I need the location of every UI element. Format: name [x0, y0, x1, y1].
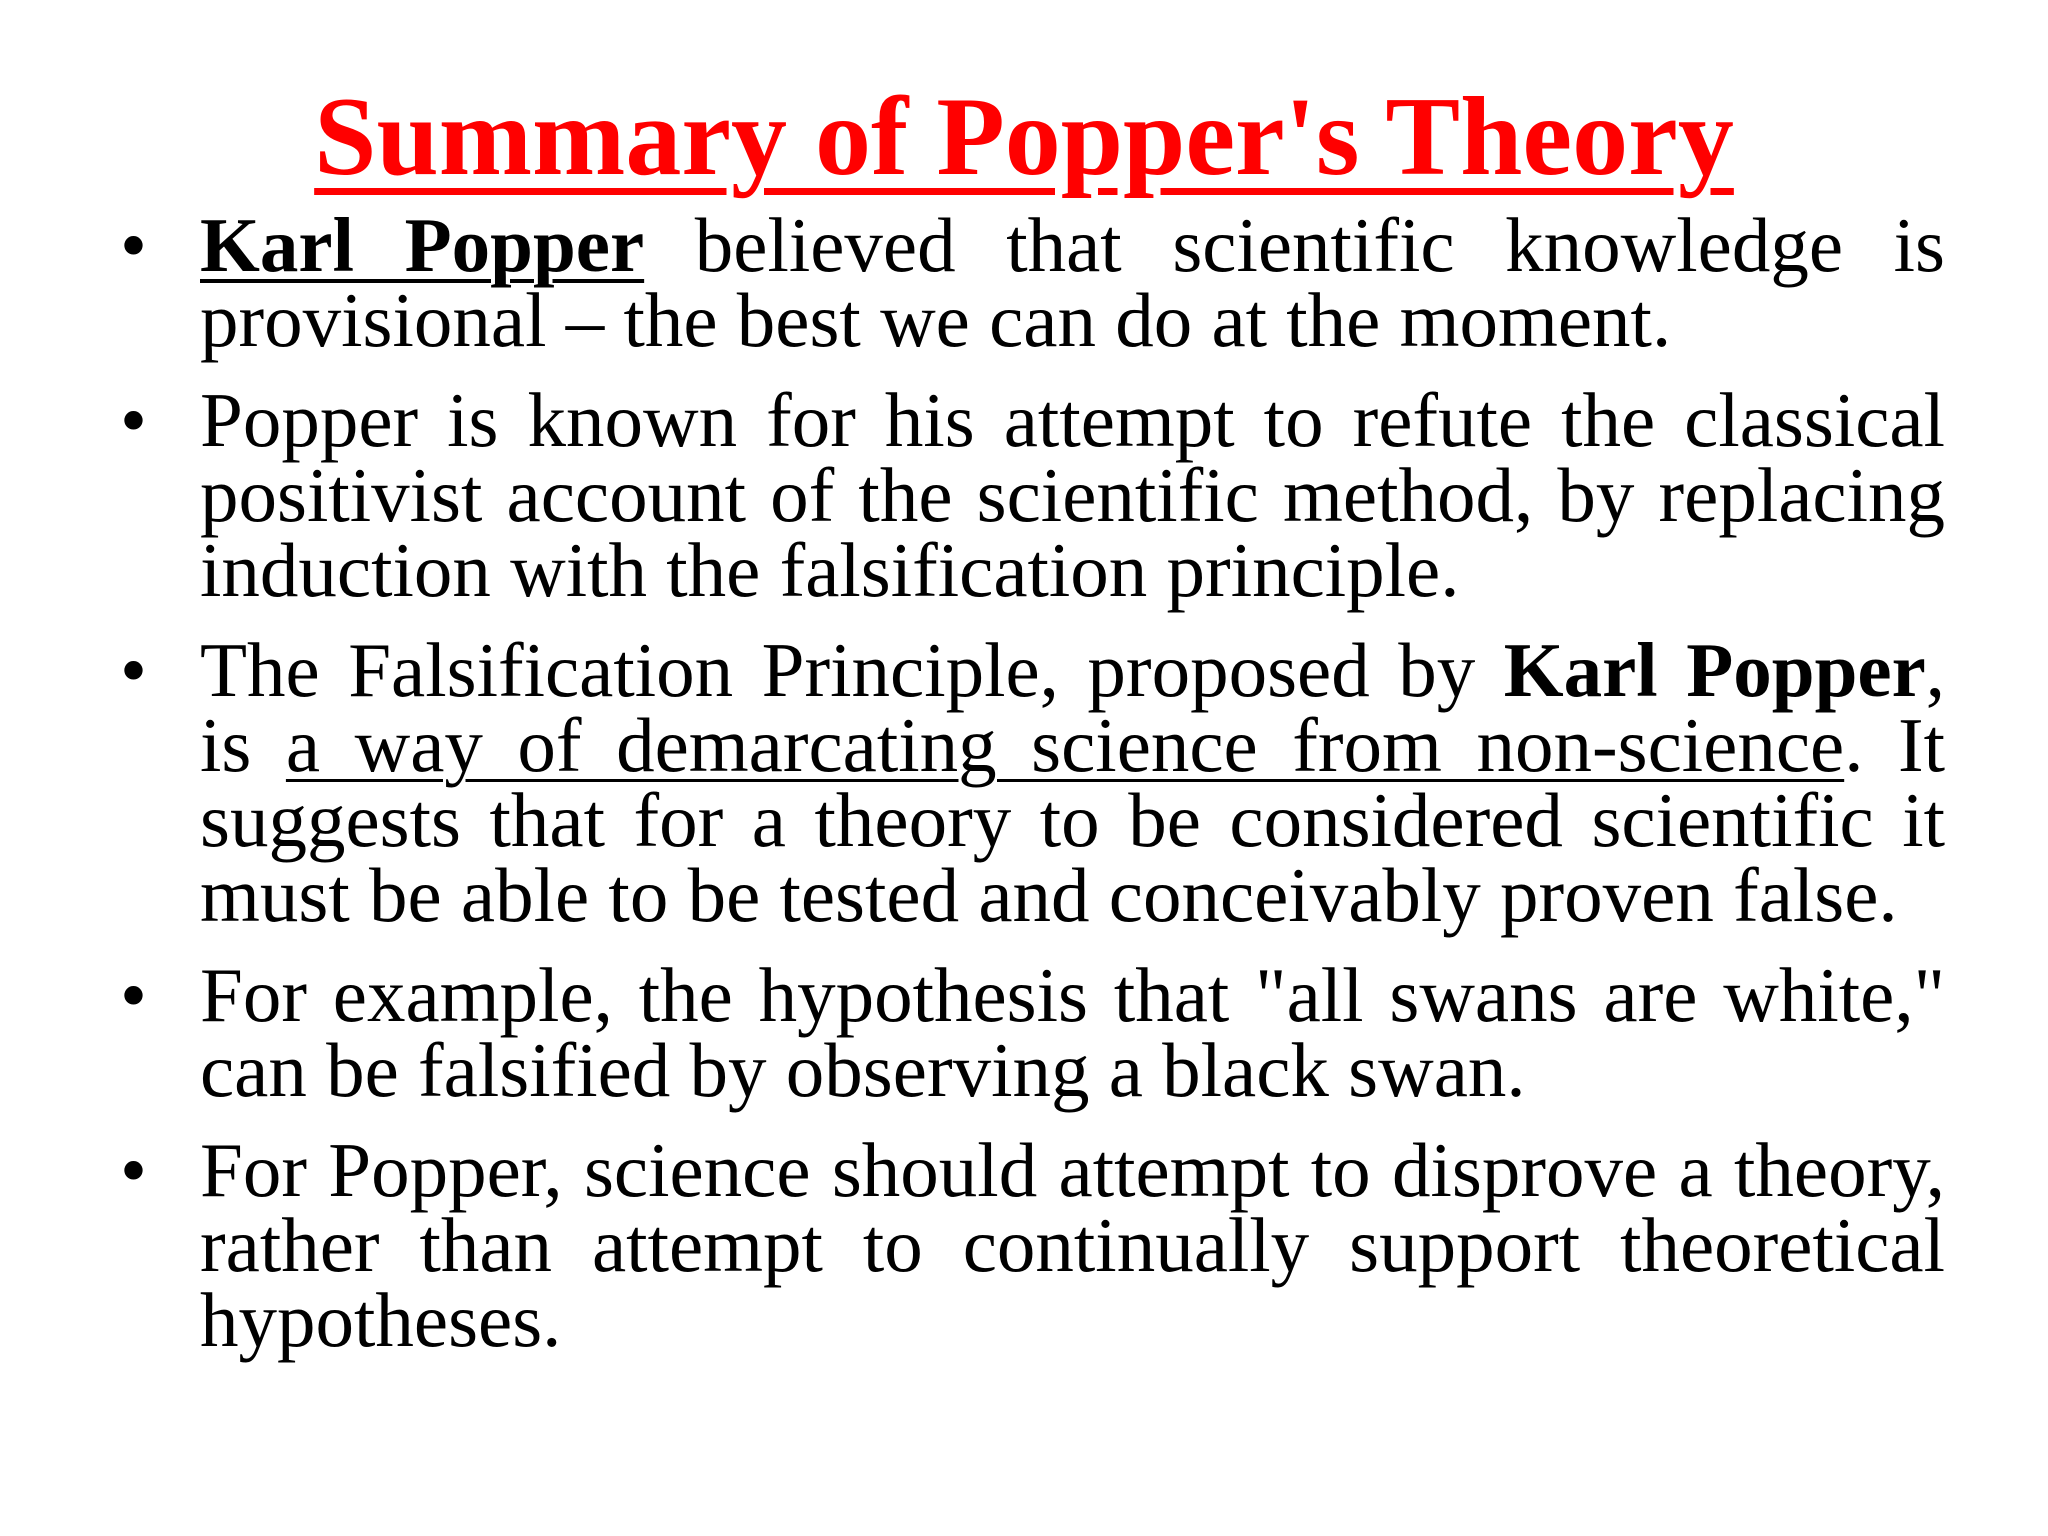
bullet-text: believed that scientific knowledge is provisional – the best we can do at the moment. [200, 202, 1946, 363]
bullet-text: For Popper, science should attempt to disprove a theory, rather than attempt to continually support theoretical hypotheses. [200, 1127, 1945, 1363]
bullet-item [120, 627, 1946, 938]
bullet-glyph: • [120, 627, 147, 713]
bullet-item [120, 202, 1946, 363]
bullet-glyph: • [120, 952, 147, 1038]
bullet-list [120, 202, 1946, 1383]
bullet-text: Popper is known for his attempt to refute the classical positivist account of the scientific method, by replacing induction with the falsification principle. [200, 377, 1945, 613]
bullet-glyph: • [120, 377, 147, 463]
slide-title: Summary of Popper's Theory [314, 75, 1734, 199]
bullet-text: For example, the hypothesis that "all swans are white," can be falsified by observing a black swan. [200, 952, 1945, 1113]
bullet-item [120, 952, 1945, 1113]
bullet-text: The Falsification Principle, proposed by [200, 627, 1504, 713]
bold-name: Karl Popper [200, 202, 645, 288]
bullet-text: , is [200, 627, 1945, 788]
bullet-item [120, 377, 1945, 613]
bullet-glyph: • [120, 1127, 147, 1213]
bold-name: Karl Popper [1503, 627, 1926, 713]
bullet-glyph: • [120, 202, 147, 288]
bullet-text: . It suggests that for a theory to be considered scientific it must be able to be tested and conceivably proven false. [200, 702, 1946, 938]
bullet-item [120, 1127, 1945, 1363]
underlined-phrase: a way of demarcating science from non-science [285, 702, 1845, 788]
